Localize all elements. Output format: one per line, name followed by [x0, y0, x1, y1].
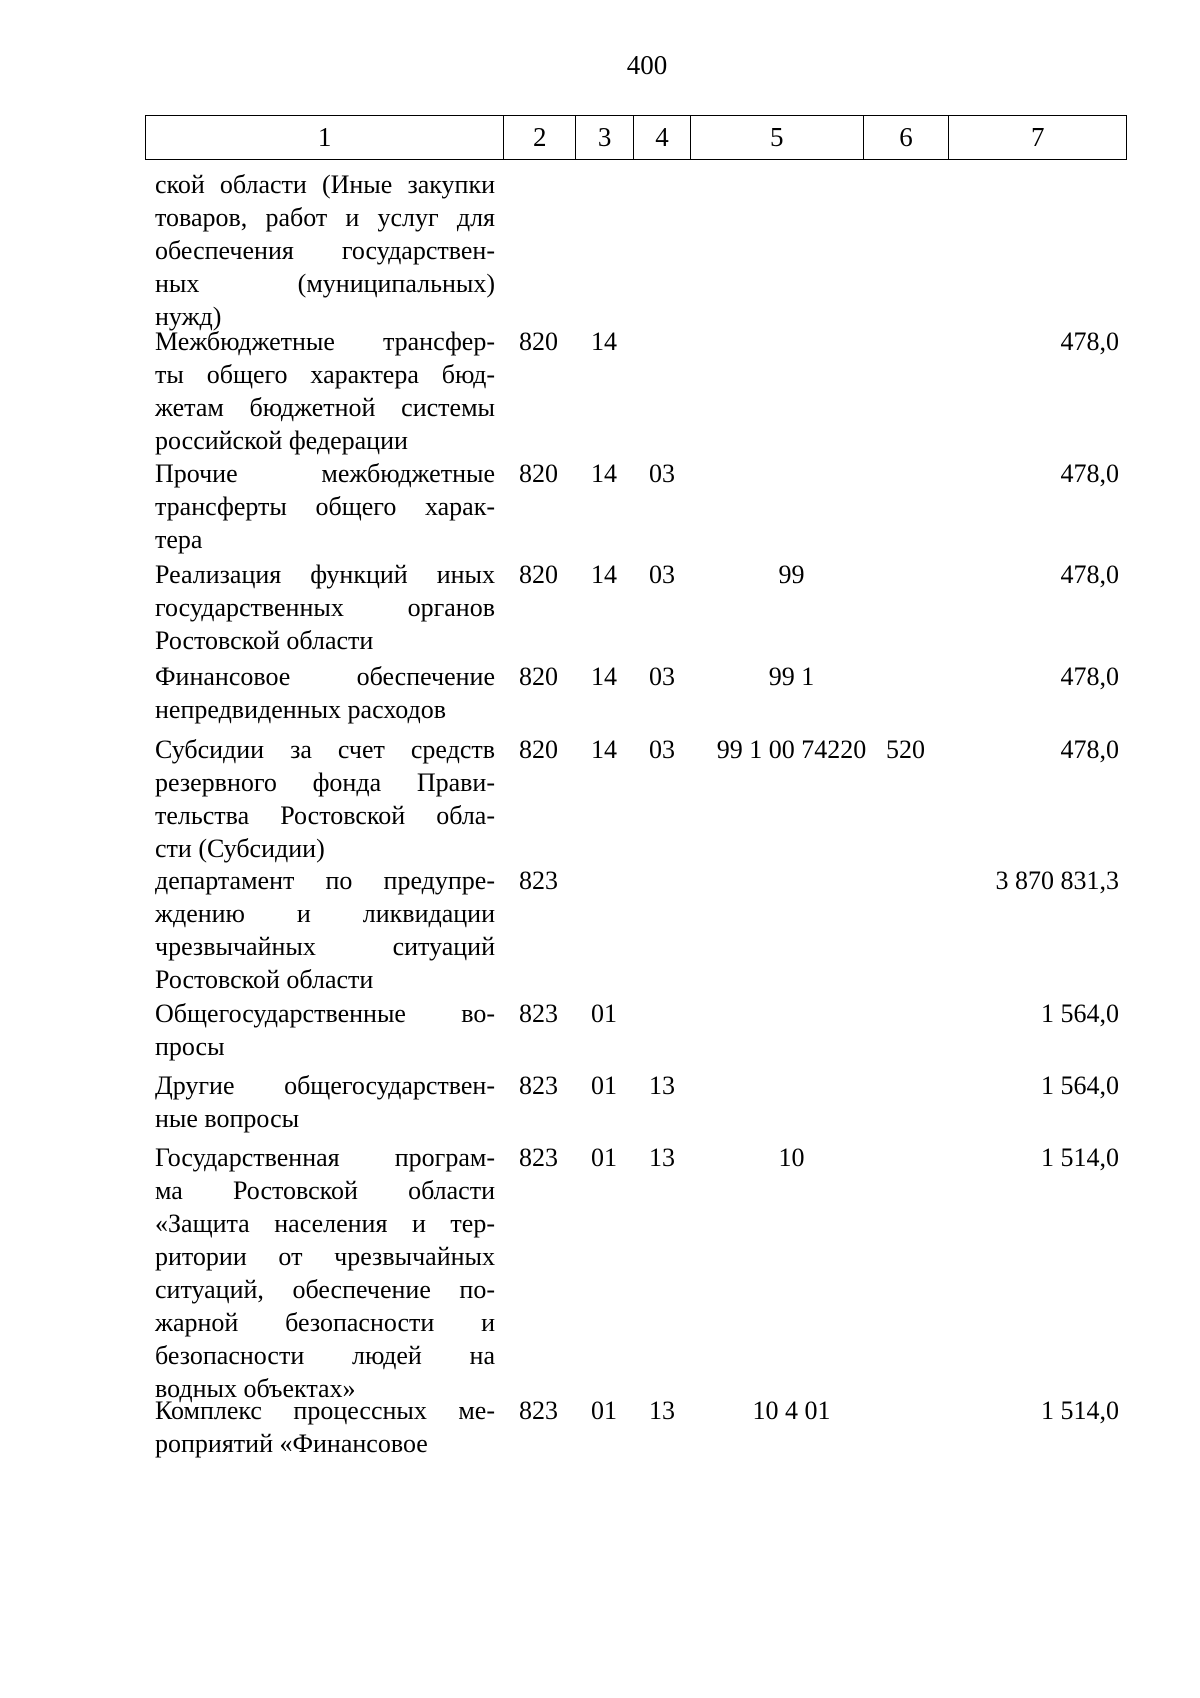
row-name	[155, 733, 495, 865]
cell-col-4: 13	[649, 1396, 675, 1425]
row-name-line: просы	[155, 1032, 225, 1061]
row-name	[155, 558, 495, 657]
row-name	[155, 457, 495, 556]
row-name-line: товаров, работ и услуг для	[155, 203, 495, 232]
cell-col-3: 01	[591, 1396, 617, 1425]
cell-col-2: 823	[519, 1071, 558, 1100]
row-name	[155, 168, 495, 333]
row-name-line: обеспечения государствен-	[155, 236, 495, 265]
row-name-line: Общегосударственные во-	[155, 999, 495, 1028]
cell-col-2: 820	[519, 459, 558, 488]
row-name-line: трансферты общего харак-	[155, 492, 495, 521]
cell-col-7: 478,0	[1060, 459, 1119, 488]
cell-col-3: 01	[591, 1143, 617, 1172]
row-name	[155, 1394, 495, 1460]
cell-col-2: 823	[519, 1143, 558, 1172]
row-name-line: Ростовской области	[155, 965, 374, 994]
cell-col-7: 1 564,0	[1041, 1071, 1119, 1100]
cell-col-3: 01	[591, 999, 617, 1028]
cell-col-5: 99	[778, 560, 805, 589]
row-name	[155, 864, 495, 996]
row-name-line: Другие общегосударствен-	[155, 1071, 495, 1100]
cell-col-7: 1 514,0	[1041, 1396, 1119, 1425]
row-name-line: непредвиденных расходов	[155, 695, 447, 724]
cell-col-7: 478,0	[1060, 735, 1119, 764]
row-name-line: ных (муниципальных)	[155, 269, 495, 298]
cell-col-2: 823	[519, 1396, 558, 1425]
row-name-line: жетам бюджетной системы	[155, 393, 495, 422]
row-name	[155, 660, 495, 726]
cell-col-2: 820	[519, 735, 558, 764]
row-name-line: жарной безопасности и	[155, 1308, 495, 1337]
header-col-4: 4	[634, 116, 691, 159]
cell-col-2: 820	[519, 662, 558, 691]
row-name-line: «Защита населения и тер-	[155, 1209, 495, 1238]
row-name-line: Реализация функций иных	[155, 560, 495, 589]
row-name-line: роприятий «Финансовое	[155, 1429, 428, 1458]
header-col-2: 2	[504, 116, 576, 159]
row-name	[155, 1141, 495, 1405]
row-name-line: сти (Субсидии)	[155, 834, 325, 863]
cell-col-2: 823	[519, 866, 558, 895]
cell-col-4: 13	[649, 1143, 675, 1172]
header-col-3: 3	[576, 116, 634, 159]
row-name-line: Комплекс процессных ме-	[155, 1396, 495, 1425]
row-name-line: Финансовое обеспечение	[155, 662, 495, 691]
row-name-line: резервного фонда Прави-	[155, 768, 495, 797]
header-col-7: 7	[1030, 122, 1045, 152]
row-name	[155, 325, 495, 457]
row-name-line: чрезвычайных ситуаций	[155, 932, 495, 961]
header-col-1: 1	[146, 116, 504, 159]
cell-col-7: 478,0	[1060, 327, 1119, 356]
row-name-line: ные вопросы	[155, 1104, 300, 1133]
cell-col-7: 478,0	[1060, 662, 1119, 691]
cell-col-4: 13	[649, 1071, 675, 1100]
cell-col-4: 03	[649, 459, 675, 488]
row-name-line: российской федерации	[155, 426, 408, 455]
cell-col-4: 03	[649, 662, 675, 691]
cell-col-6: 520	[886, 735, 925, 764]
row-name-line: тера	[155, 525, 203, 554]
cell-col-2: 820	[519, 327, 558, 356]
cell-col-2: 823	[519, 999, 558, 1028]
table-header	[145, 115, 1127, 160]
row-name	[155, 997, 495, 1063]
row-name	[155, 1069, 495, 1135]
row-name-line: ской области (Иные закупки	[155, 170, 495, 199]
cell-col-7: 478,0	[1060, 560, 1119, 589]
cell-col-3: 14	[591, 459, 617, 488]
cell-col-2: 820	[519, 560, 558, 589]
row-name-line: ситуаций, обеспечение по-	[155, 1275, 495, 1304]
cell-col-3: 01	[591, 1071, 617, 1100]
cell-col-4: 03	[649, 735, 675, 764]
row-name-line: департамент по предупре-	[155, 866, 495, 895]
cell-col-3: 14	[591, 327, 617, 356]
page-number: 400	[626, 50, 668, 80]
row-name-line: Ростовской области	[155, 626, 374, 655]
row-name-line: ритории от чрезвычайных	[155, 1242, 495, 1271]
row-name-line: безопасности людей на	[155, 1341, 495, 1370]
row-name-line: Прочие межбюджетные	[155, 459, 495, 488]
row-name-line: Государственная програм-	[155, 1143, 495, 1172]
row-name-line: нужд)	[155, 302, 222, 331]
row-name-line: государственных органов	[155, 593, 495, 622]
header-col-5: 5	[691, 116, 864, 159]
cell-col-7: 1 514,0	[1041, 1143, 1119, 1172]
row-name-line: Субсидии за счет средств	[155, 735, 495, 764]
row-name-line: водных объектах»	[155, 1374, 356, 1403]
cell-col-7: 3 870 831,3	[995, 866, 1119, 895]
cell-col-5: 99 1 00 74220	[716, 735, 867, 764]
cell-col-3: 14	[591, 560, 617, 589]
cell-col-5: 10 4 01	[752, 1396, 831, 1425]
cell-col-3: 14	[591, 662, 617, 691]
cell-col-4: 03	[649, 560, 675, 589]
row-name-line: тельства Ростовской обла-	[155, 801, 495, 830]
cell-col-5: 99 1	[768, 662, 815, 691]
header-col-6: 6	[864, 116, 950, 159]
cell-col-3: 14	[591, 735, 617, 764]
cell-col-5: 10	[778, 1143, 805, 1172]
row-name-line: ты общего характера бюд-	[155, 360, 495, 389]
row-name-line: ждению и ликвидации	[155, 899, 495, 928]
row-name-line: ма Ростовской области	[155, 1176, 495, 1205]
row-name-line: Межбюджетные трансфер-	[155, 327, 495, 356]
cell-col-7: 1 564,0	[1041, 999, 1119, 1028]
